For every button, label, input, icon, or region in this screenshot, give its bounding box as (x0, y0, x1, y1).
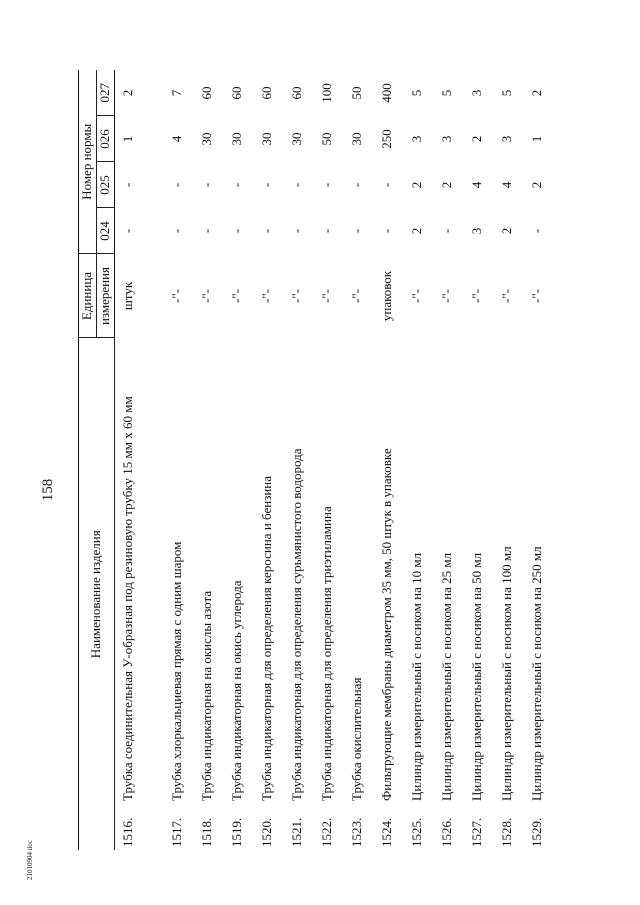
value-026: 1 (119, 135, 135, 143)
row-number: 1517. (169, 817, 185, 847)
item-unit: -"- (259, 289, 275, 303)
item-unit: упаковок (379, 270, 395, 322)
value-026: 30 (229, 132, 245, 146)
header-col-027: 027 (96, 70, 114, 116)
page-number: 158 (40, 478, 56, 502)
row-number: 1521. (289, 817, 305, 847)
row-number: 1520. (259, 817, 275, 847)
value-024: 2 (409, 227, 425, 235)
header-col-025: 025 (96, 162, 114, 208)
header-name: Наименование изделия (79, 338, 115, 850)
item-name: Трубка индикаторная для определения триэтиламина (319, 506, 335, 801)
table-row (343, 70, 373, 850)
item-unit: штук (119, 281, 135, 311)
item-unit: -"- (289, 289, 305, 303)
value-024: 2 (499, 227, 515, 235)
value-025: - (349, 182, 365, 188)
value-025: - (289, 182, 305, 188)
item-name: Трубка хлоркальциевая прямая с одним шаром (169, 541, 185, 801)
row-number: 1516. (119, 817, 135, 847)
item-unit: -"- (469, 289, 485, 303)
header-norm-group: Номер нормы (79, 70, 97, 254)
value-026: 30 (289, 132, 305, 146)
value-025: 2 (529, 181, 545, 189)
table-row (313, 70, 343, 850)
norms-table (78, 70, 553, 850)
value-025: - (319, 182, 335, 188)
value-026: 30 (199, 132, 215, 146)
value-025: - (169, 182, 185, 188)
value-027: 5 (499, 89, 515, 97)
value-024: - (319, 228, 335, 234)
table-row (523, 70, 553, 850)
table-row (433, 70, 463, 850)
table-row (223, 70, 253, 850)
item-name: Фильтрующие мембраны диаметром 35 мм, 50 штук в упаковке (379, 448, 395, 801)
value-027: 60 (289, 86, 305, 100)
row-number: 1526. (439, 817, 455, 847)
item-name: Трубка индикаторная на окислы азота (199, 590, 215, 801)
table-row (283, 70, 313, 850)
item-name: Трубка окислительная (349, 677, 365, 801)
value-026: 2 (469, 135, 485, 143)
item-unit: -"- (409, 289, 425, 303)
item-name: Трубка индикаторная для определения керосина и бензина (259, 475, 275, 801)
table-row (253, 70, 283, 850)
row-number: 1527. (469, 817, 485, 847)
table-row (463, 70, 493, 850)
value-025: 2 (409, 181, 425, 189)
item-name: Трубка соединительная У-образная под резиновую трубку 15 мм х 60 мм (119, 396, 135, 801)
header-col-026: 026 (96, 116, 114, 162)
value-027: 7 (169, 89, 185, 97)
value-027: 50 (349, 86, 365, 100)
value-025: - (379, 182, 395, 188)
value-024: - (529, 228, 545, 234)
value-024: - (349, 228, 365, 234)
value-026: 30 (349, 132, 365, 146)
item-unit: -"- (439, 289, 455, 303)
value-025: 4 (469, 181, 485, 189)
header-unit-line1: Единица (79, 254, 97, 338)
value-024: - (229, 228, 245, 234)
footer-file-code: 21010904 doc (26, 840, 34, 880)
value-024: - (199, 228, 215, 234)
row-number: 1529. (529, 817, 545, 847)
item-name: Цилиндр измерительный с носиком на 10 мл (409, 552, 425, 801)
value-027: 60 (259, 86, 275, 100)
row-number: 1522. (319, 817, 335, 847)
table-row (373, 70, 403, 850)
value-024: - (439, 228, 455, 234)
row-number: 1519. (229, 817, 245, 847)
value-025: 2 (439, 181, 455, 189)
header-col-024: 024 (96, 208, 114, 254)
value-024: - (379, 228, 395, 234)
item-name: Цилиндр измерительный с носиком на 250 мл (529, 546, 545, 801)
value-027: 100 (319, 83, 335, 103)
item-unit: -"- (349, 289, 365, 303)
item-unit: -"- (319, 289, 335, 303)
item-unit: -"- (169, 289, 185, 303)
header-unit-line2: измерения (96, 254, 114, 338)
value-027: 5 (439, 89, 455, 97)
value-024: - (169, 228, 185, 234)
header-row (79, 70, 97, 850)
item-unit: -"- (529, 289, 545, 303)
value-027: 2 (529, 89, 545, 97)
rotated-document-page (40, 70, 600, 850)
value-026: 30 (259, 132, 275, 146)
table-row (403, 70, 433, 850)
row-number: 1524. (379, 817, 395, 847)
row-number: 1518. (199, 817, 215, 847)
value-024: - (289, 228, 305, 234)
item-name: Цилиндр измерительный с носиком на 100 мл (499, 546, 515, 801)
value-027: 5 (409, 89, 425, 97)
value-027: 60 (199, 86, 215, 100)
item-name: Цилиндр измерительный с носиком на 50 мл (469, 552, 485, 801)
value-027: 60 (229, 86, 245, 100)
value-027: 400 (379, 83, 395, 103)
item-unit: -"- (199, 289, 215, 303)
table-row (493, 70, 523, 850)
row-number: 1523. (349, 817, 365, 847)
value-026: 3 (499, 135, 515, 143)
row-number: 1525. (409, 817, 425, 847)
value-025: 4 (499, 181, 515, 189)
value-026: 1 (529, 135, 545, 143)
value-025: - (229, 182, 245, 188)
item-name: Трубка индикаторная на окись углерода (229, 580, 245, 801)
value-025: - (259, 182, 275, 188)
value-024: - (119, 228, 135, 234)
value-025: - (199, 182, 215, 188)
value-024: - (259, 228, 275, 234)
item-name: Трубка индикаторная для определения сурьмянистого водорода (289, 448, 305, 801)
item-unit: -"- (499, 289, 515, 303)
value-027: 2 (119, 89, 135, 97)
value-027: 3 (469, 89, 485, 97)
value-026: 3 (409, 135, 425, 143)
table-row (163, 70, 193, 850)
item-unit: -"- (229, 289, 245, 303)
row-number: 1528. (499, 817, 515, 847)
table-row (193, 70, 223, 850)
value-025: - (119, 182, 135, 188)
value-026: 250 (379, 129, 395, 149)
value-026: 3 (439, 135, 455, 143)
value-026: 4 (169, 135, 185, 143)
value-026: 50 (319, 132, 335, 146)
table-row (114, 70, 163, 850)
item-name: Цилиндр измерительный с носиком на 25 мл (439, 552, 455, 801)
value-024: 3 (469, 227, 485, 235)
